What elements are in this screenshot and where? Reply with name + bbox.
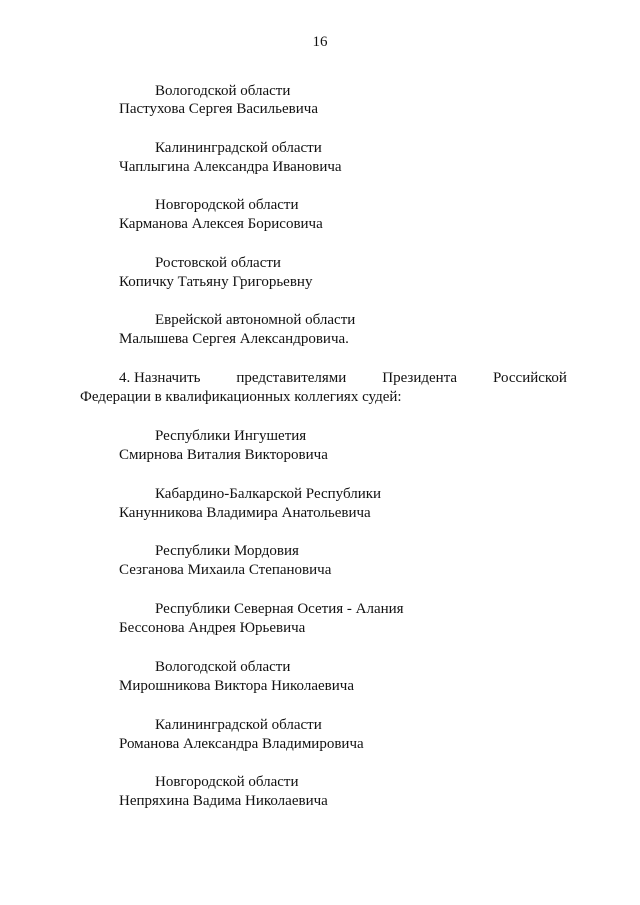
region-label: Ростовской области	[155, 255, 281, 271]
person-name: Чаплыгина Александра Ивановича	[119, 159, 342, 175]
region-label: Вологодской области	[155, 83, 291, 99]
person-name: Копичку Татьяну Григорьевну	[119, 274, 313, 290]
person-name: Непряхина Вадима Николаевича	[119, 793, 328, 809]
region-label: Республики Мордовия	[155, 543, 299, 559]
person-name: Бессонова Андрея Юрьевича	[119, 620, 306, 636]
region-label: Республики Северная Осетия - Алания	[155, 601, 404, 617]
person-name: Смирнова Виталия Викторовича	[119, 447, 328, 463]
person-name: Мирошникова Виктора Николаевича	[119, 678, 354, 694]
person-name: Малышева Сергея Александровича.	[119, 331, 349, 347]
paragraph-4-first-line	[119, 371, 567, 386]
region-label: Вологодской области	[155, 659, 291, 675]
person-name: Пастухова Сергея Васильевича	[119, 101, 318, 117]
page-number: 16	[312, 34, 328, 50]
paragraph-word: Президента	[382, 370, 458, 386]
person-name: Романова Александра Владимировича	[119, 736, 364, 752]
person-name: Канунникова Владимира Анатольевича	[119, 505, 371, 521]
region-label: Новгородской области	[155, 774, 299, 790]
paragraph-word: представителями	[236, 370, 347, 386]
region-label: Еврейской автономной области	[155, 312, 356, 328]
paragraph-4-continuation: Федерации в квалификационных коллегиях судей:	[80, 389, 402, 405]
person-name: Сезганова Михаила Степановича	[119, 562, 332, 578]
region-label: Калининградской области	[155, 140, 322, 156]
paragraph-word: 4. Назначить	[119, 370, 201, 386]
region-label: Республики Ингушетия	[155, 428, 307, 444]
region-label: Новгородской области	[155, 197, 299, 213]
region-label: Калининградской области	[155, 717, 322, 733]
paragraph-word: Российской	[493, 370, 567, 386]
person-name: Карманова Алексея Борисовича	[119, 216, 323, 232]
region-label: Кабардино-Балкарской Республики	[155, 486, 382, 502]
